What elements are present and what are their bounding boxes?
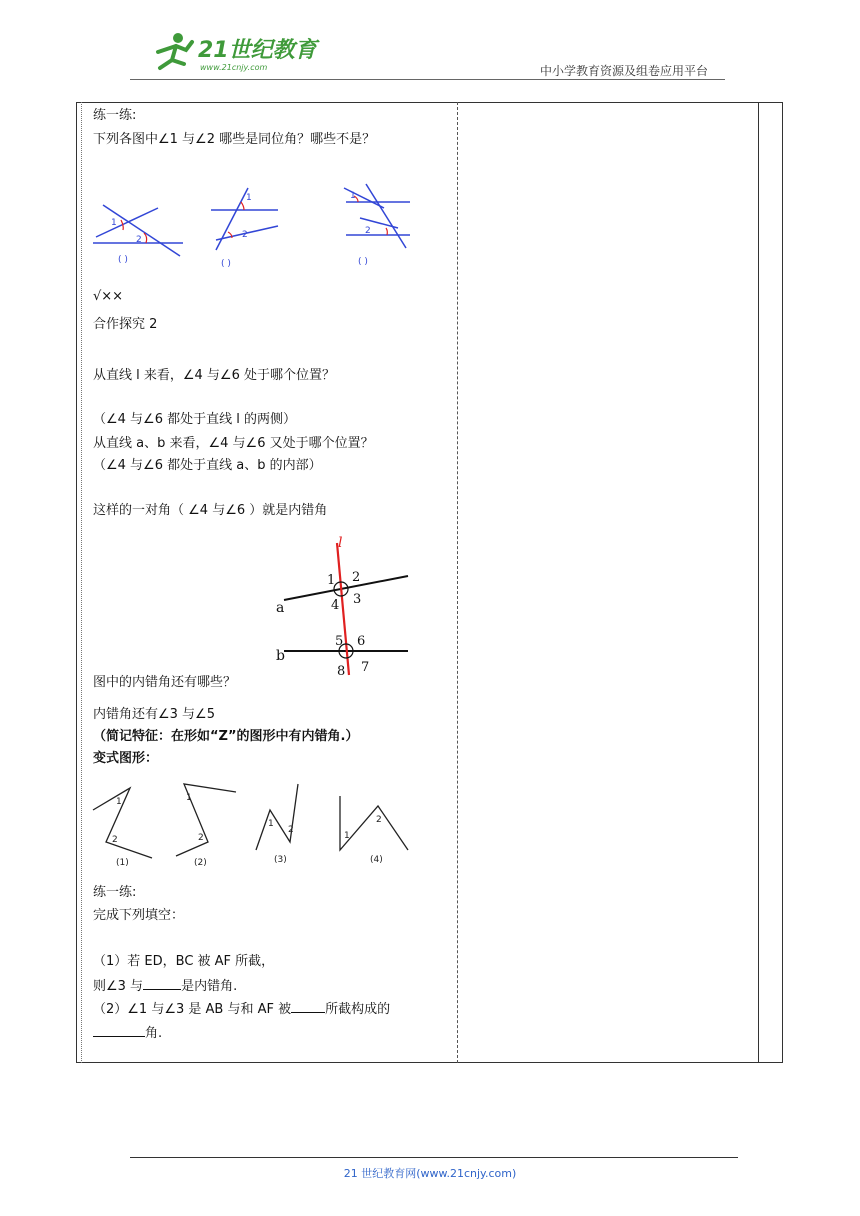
label-angle-6: 6 [357,634,366,649]
practice1-answer: √×× [93,289,124,304]
fill-question-1a: （1）若 ED，BC 被 AF 所截， [93,954,275,969]
site-logo [148,30,318,76]
variant-4-num-2: 2 [376,815,382,825]
z-shape-note: （简记特征：在形如“Z”的图形中有内错角.） [93,729,359,744]
label-angle-3: 3 [353,592,362,607]
variant-1-caption: (1) [116,858,129,868]
variant-3-num-2: 2 [288,825,294,835]
fill-blank-2[interactable] [291,1000,325,1013]
label-angle-7: 7 [361,660,370,675]
variant-4 [340,796,408,865]
diagram-1-paren: ( ) [118,255,128,265]
fill-blank-1[interactable] [143,977,181,990]
fill-2-end: 角. [145,1026,163,1041]
variant-3-num-1: 1 [268,819,274,829]
corresponding-angles-figure [88,180,428,270]
variant-2-caption: (2) [194,858,207,868]
answer-lines-ab: （∠4 与∠6 都处于直线 a、b 的内部） [93,458,322,473]
footer-link[interactable]: 21 世纪教育网(www.21cnjy.com) [343,1167,517,1180]
variant-3-caption: (3) [274,855,287,865]
diagram-2-paren: ( ) [221,259,231,269]
question-more: 图中的内错角还有哪些？ [93,675,237,690]
variant-3 [256,784,298,865]
variant-1 [93,788,152,868]
alternate-angles-figure [272,535,417,680]
variant-4-num-1: 1 [344,831,350,841]
fill-question-2-end [93,1024,162,1042]
answer-more: 内错角还有∠3 与∠5 [93,707,215,722]
label-l: l [338,535,343,551]
diagram-2-label-2: 2 [242,230,248,240]
variants-heading: 变式图形： [93,751,159,766]
variant-1-num-2: 2 [112,835,118,845]
variant-2-num-1: 1 [186,793,192,803]
fill-question-1b [93,977,237,995]
label-angle-1: 1 [327,573,336,588]
answer-line-l: （∠4 与∠6 都处于直线 l 的两侧） [93,412,296,427]
fill-blank-3[interactable] [93,1024,145,1037]
table-inner-border [81,102,82,1063]
diagram-3 [344,184,410,267]
diagram-2 [211,188,278,269]
column-divider-right [758,102,759,1063]
runner-icon [158,33,192,68]
diagram-3-label-2: 2 [365,226,371,236]
header-tagline: 中小学教育资源及组卷应用平台 [540,64,709,78]
fill-question-2 [93,1000,390,1018]
practice2-instruction: 完成下列填空： [93,908,185,923]
diagram-1-label-1: 1 [111,218,117,228]
explore-heading: 合作探究 2 [93,317,158,332]
diagram-1-label-2: 2 [136,235,142,245]
question-line-l: 从直线 l 来看，∠4 与∠6 处于哪个位置？ [93,368,335,383]
fill-1b-prefix: 则∠3 与 [93,979,144,994]
definition-text: 这样的一对角（ ∠4 与∠6 ）就是内错角 [93,503,328,518]
footer-divider [130,1157,738,1158]
label-angle-8: 8 [337,664,346,679]
variant-2 [176,784,236,868]
fill-1b-suffix: 是内错角. [181,979,238,994]
column-divider [457,102,458,1063]
label-angle-4: 4 [331,598,340,613]
diagram-3-label-1: 1 [350,191,356,201]
practice2-heading: 练一练: [93,885,137,900]
label-angle-5: 5 [335,634,344,649]
question-lines-ab: 从直线 a、b 来看，∠4 与∠6 又处于哪个位置？ [93,436,374,451]
practice1-question: 下列各图中∠1 与∠2 哪些是同位角？哪些不是？ [93,132,376,147]
variant-figures [88,780,418,870]
diagram-2-label-1: 1 [246,193,252,203]
variant-2-num-2: 2 [198,833,204,843]
diagram-1 [93,205,183,265]
label-angle-2: 2 [352,570,361,585]
label-a: a [276,600,285,616]
label-b: b [276,648,285,664]
logo-url: www.21cnjy.com [200,63,268,72]
practice1-heading: 练一练: [93,108,137,123]
variant-4-caption: (4) [370,855,383,865]
fill-2-suffix: 所截构成的 [325,1002,391,1017]
diagram-3-paren: ( ) [358,257,368,267]
variant-1-num-1: 1 [116,797,122,807]
logo-title: 21世纪教育 [198,38,317,63]
fill-2-prefix: （2）∠1 与∠3 是 AB 与和 AF 被 [93,1002,292,1017]
header-divider [130,79,725,80]
